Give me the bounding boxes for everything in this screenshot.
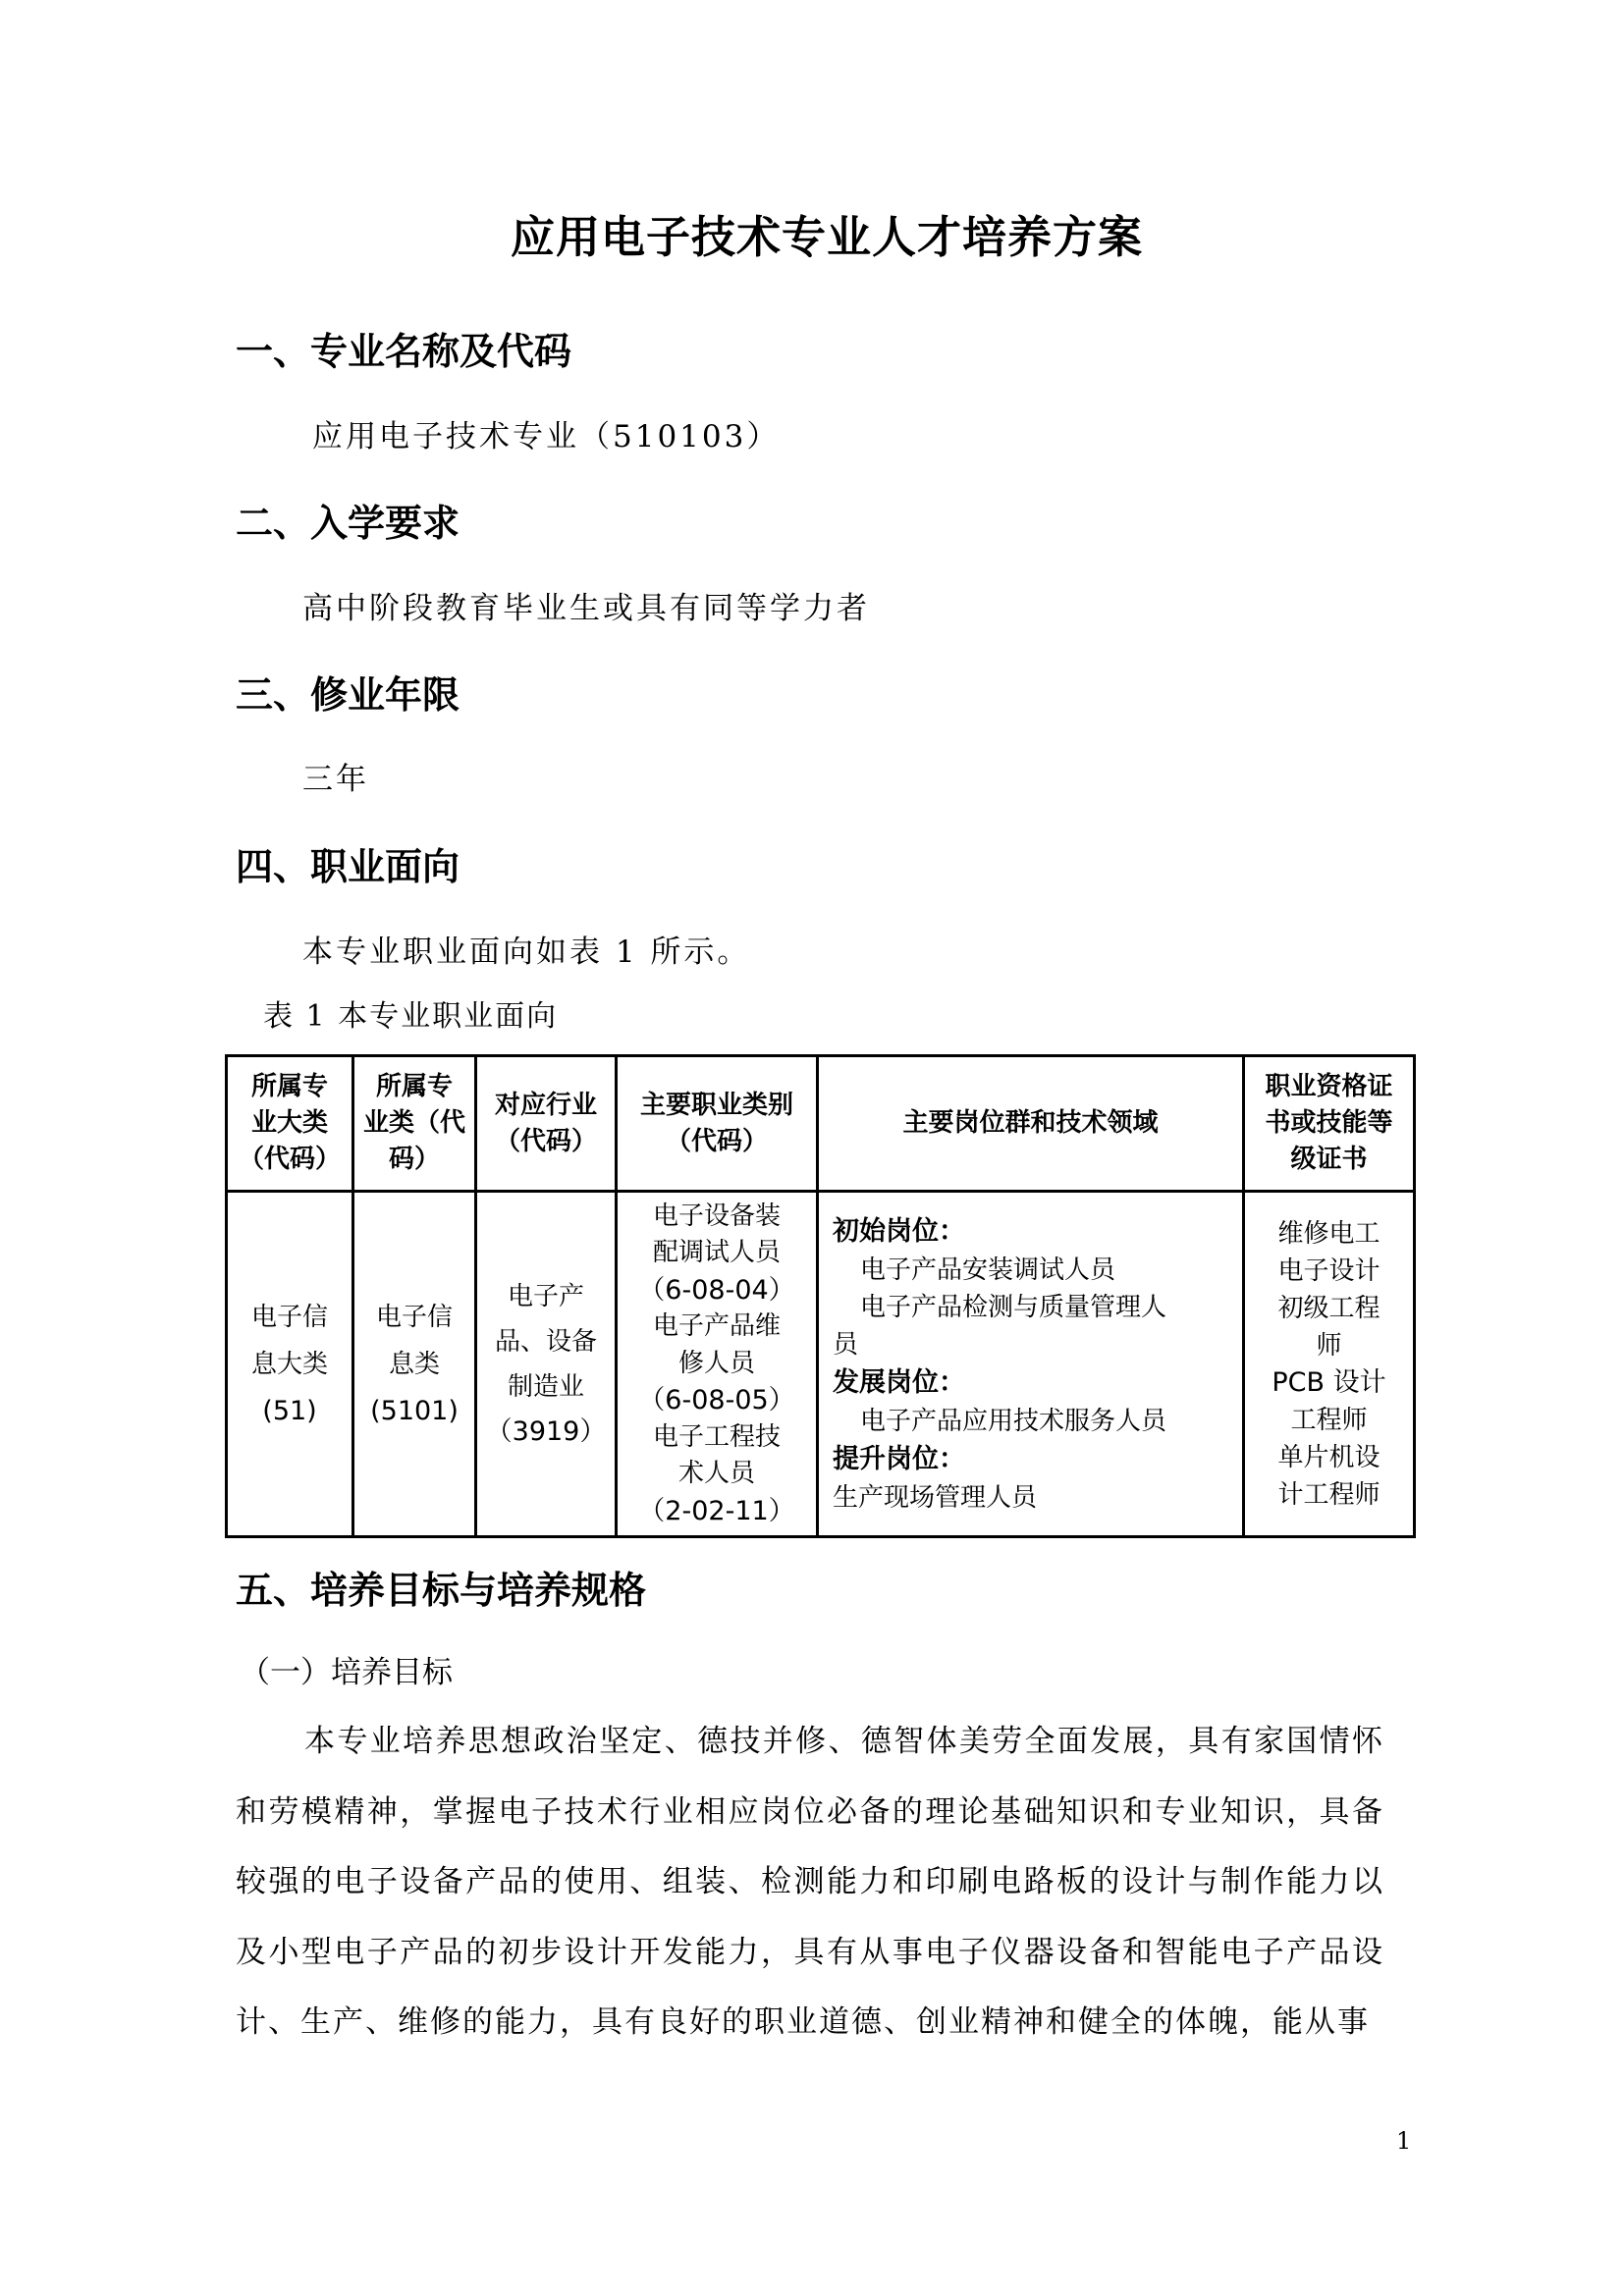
header-certificates: 职业资格证 书或技能等 级证书 [1244,1056,1415,1192]
cell-certificates: 维修电工 电子设计 初级工程 师 PCB 设计 工程师 单片机设 计工程师 [1244,1192,1415,1537]
cell-industry: 电子产 品、设备 制造业 （3919） [476,1192,617,1537]
cell-posts [818,1192,1244,1537]
admission-text: 高中阶段教育毕业生或具有同等学力者 [302,591,870,626]
list-item: 电子产品应用技术服务人员 [860,1406,1167,1436]
list-item: 电子产品检测与质量管理人 [860,1292,1167,1322]
list-item: 员 [833,1329,859,1360]
cell-occupations: 电子设备装 配调试人员 （6-08-04） 电子产品维 修人员 （6-08-05） 电子工程技 术人员 （2-02-11） [617,1192,818,1537]
header-posts-and-fields: 主要岗位群和技术领域 [818,1056,1244,1192]
header-major-class: 所属专 业大类 （代码） [227,1056,353,1192]
list-item: 电子产品安装调试人员 [860,1255,1116,1285]
section-5-heading: 五、培养目标与培养规格 [236,1569,647,1612]
major-name-text: 应用电子技术专业（510103） [312,419,781,454]
section-3-heading: 三、修业年限 [236,673,460,717]
section-1-heading: 一、专业名称及代码 [236,330,572,373]
section-2-heading: 二、入学要求 [236,502,460,545]
cell-major-subclass: 电子信 息类 (5101) [353,1192,476,1537]
table-caption: 表 1 本专业职业面向 [263,999,559,1034]
table-row [227,1192,1415,1537]
occupation-intro-text: 本专业职业面向如表 1 所示。 [302,934,751,970]
training-goal-paragraph: 本专业培养思想政治坚定、德技并修、德智体美劳全面发展，具有家国情怀和劳模精神，掌握电子技术行业相应岗位必备的理论基础知识和专业知识，具备较强的电子设备产品的使用、组装、检测能力和印刷电路板的设计与制作能力以及小型电子产品的初步设计开发能力，具有从事电子仪器设备和智能电子产品设计、生产、维修的能力，具有良好的职业道德、创业精神和健全的体魄，能从事 [236,1724,1384,2040]
page-number: 1 [1396,2127,1412,2155]
header-major-subclass: 所属专 业类（代 码） [353,1056,476,1192]
promote-posts-heading: 提升岗位： [833,1443,965,1474]
table-header-row [227,1056,1415,1192]
develop-posts-heading: 发展岗位： [833,1366,965,1398]
cell-major-class: 电子信 息大类 (51) [227,1192,353,1537]
document-title: 应用电子技术专业人才培养方案 [511,211,1144,263]
header-industry: 对应行业 （代码） [476,1056,617,1192]
initial-posts-heading: 初始岗位： [833,1215,965,1247]
occupation-table [225,1054,1416,1538]
list-item: 生产现场管理人员 [833,1482,1038,1513]
duration-text: 三年 [302,762,369,797]
section-4-heading: 四、职业面向 [236,845,460,888]
header-occupation-category: 主要职业类别 （代码） [617,1056,818,1192]
subsection-training-goal: （一）培养目标 [240,1655,453,1690]
